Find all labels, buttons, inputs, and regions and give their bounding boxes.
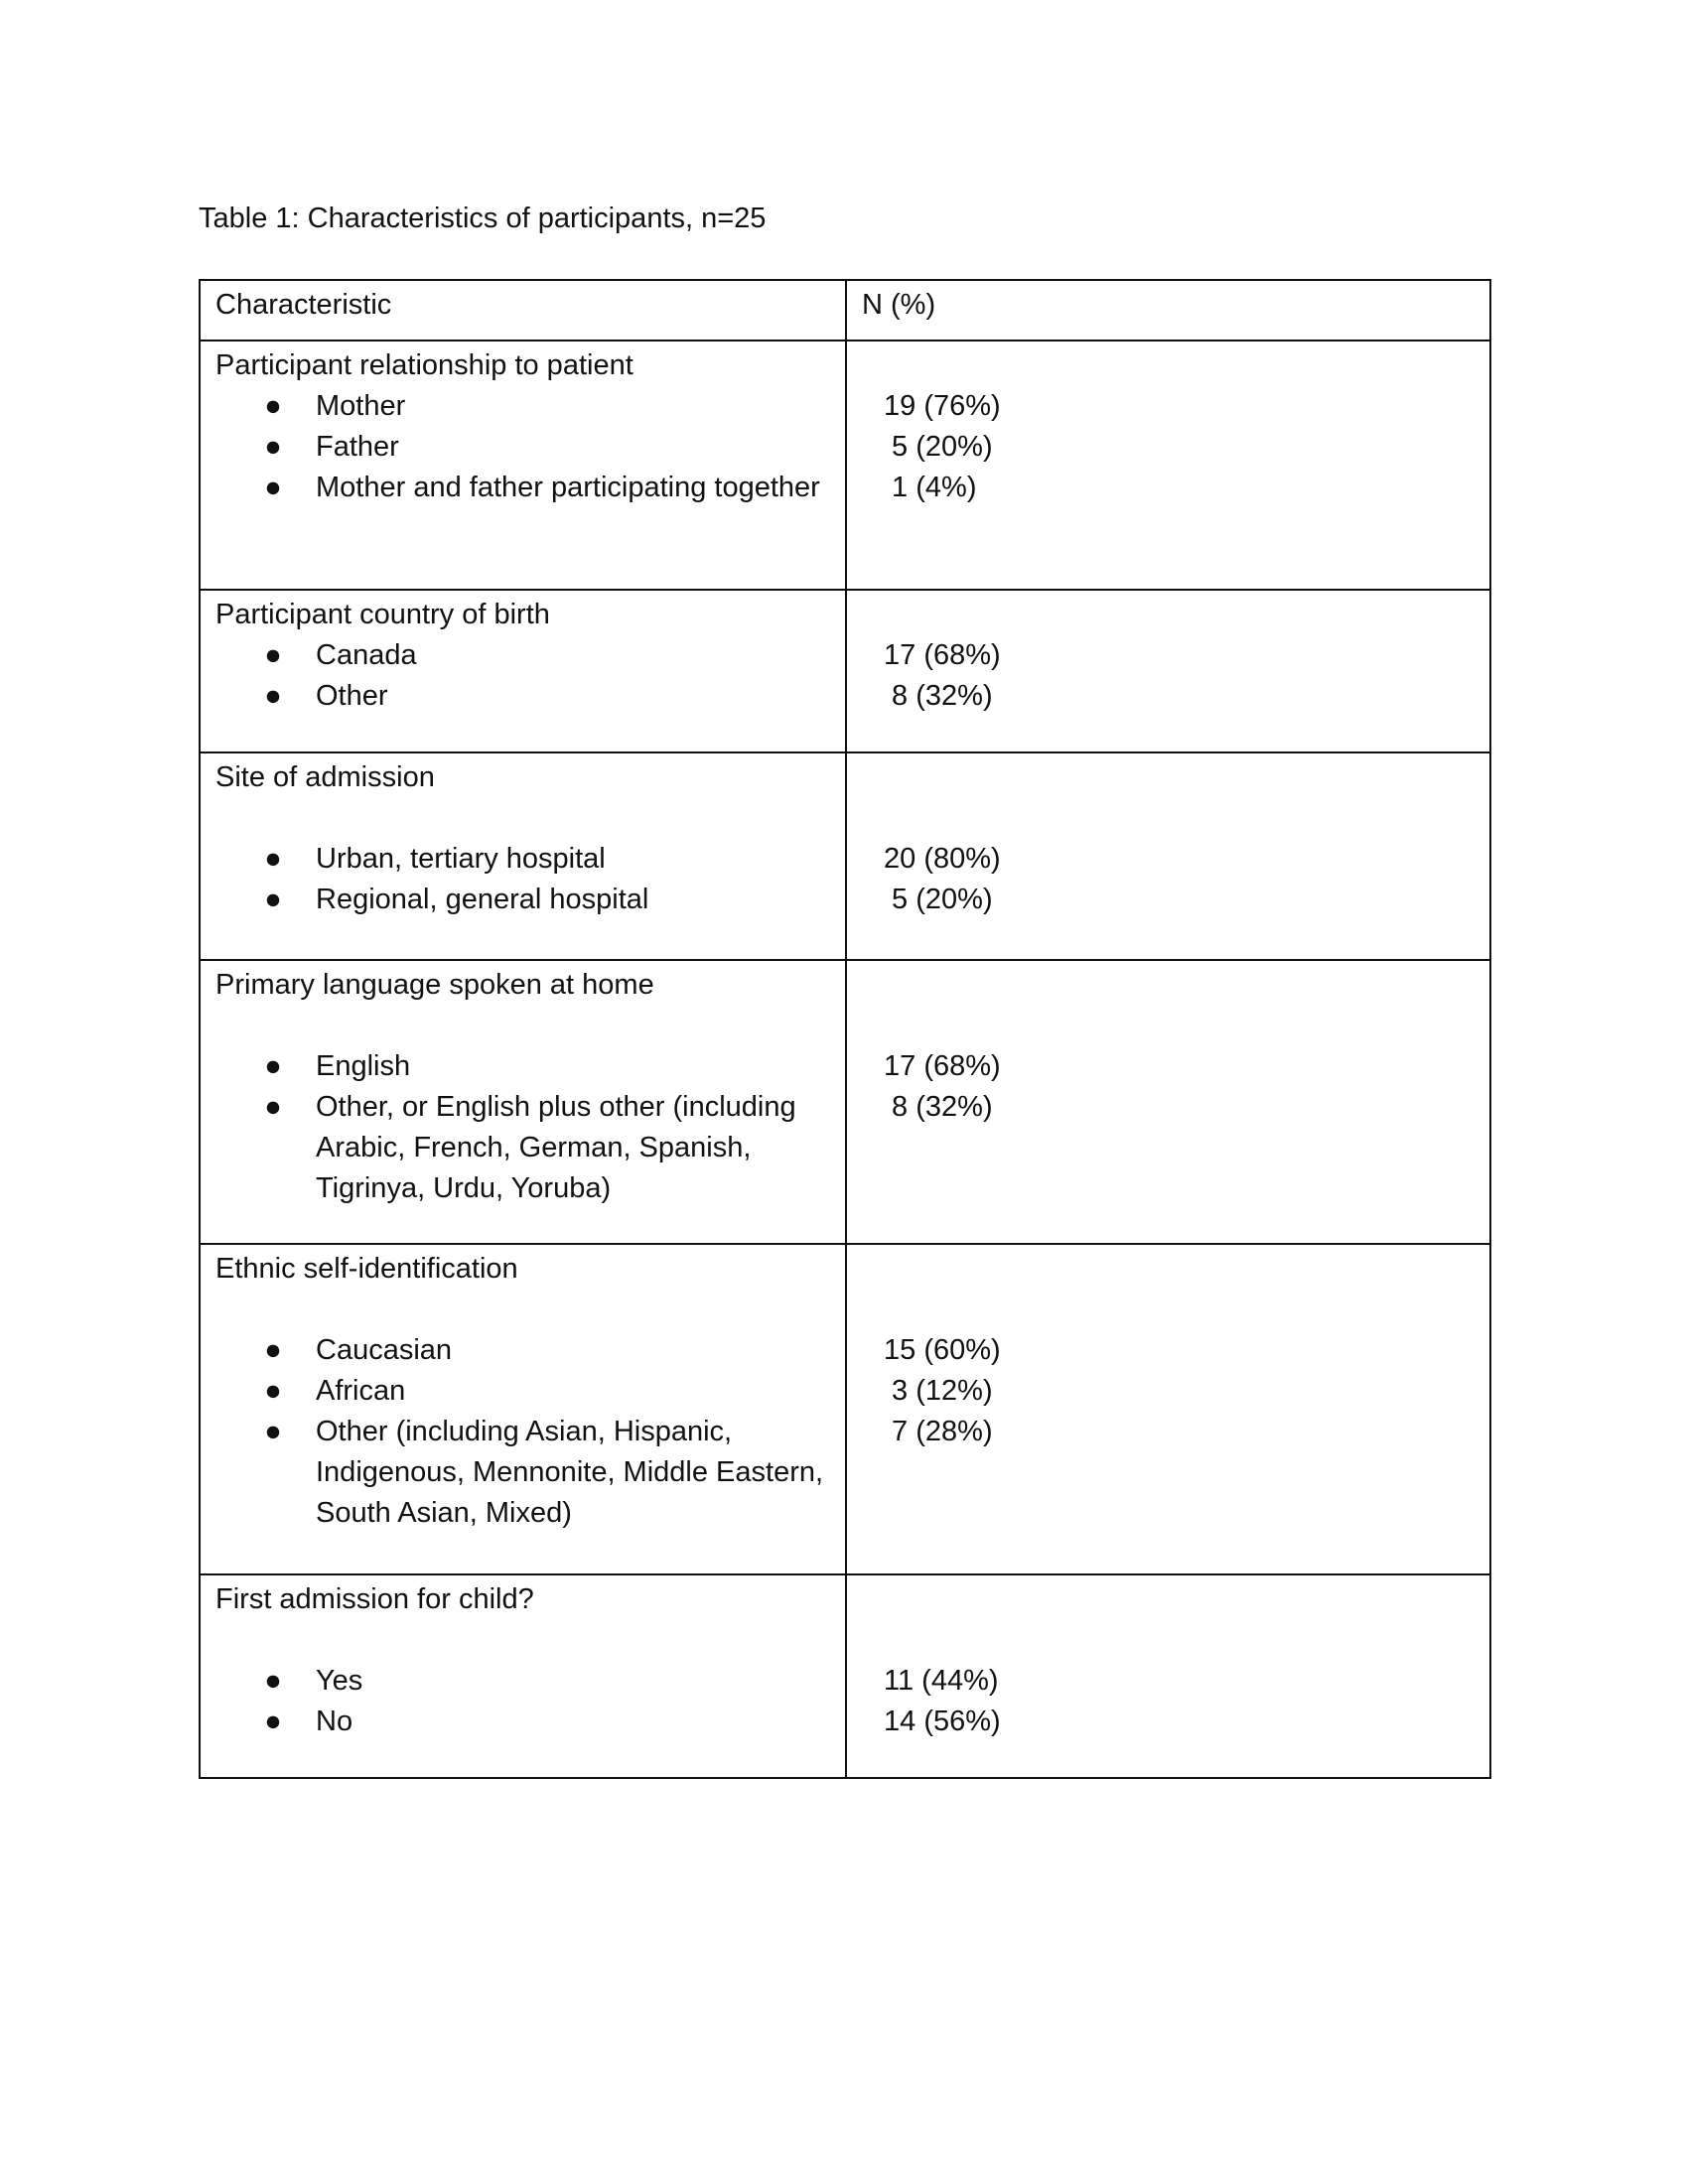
value: 19 (76%) [884,390,1001,422]
characteristic-cell [200,960,846,1244]
bullet-icon: ● [264,1706,282,1737]
bullet-icon: ● [264,1334,282,1366]
list-item: ● Other (including Asian, Hispanic, Indigenous, Mennonite, Middle Eastern, South Asian, Mixed) [215,1412,831,1534]
bullet-icon: ● [264,884,282,915]
bullet-icon: ● [264,1050,282,1082]
group-title: Participant relationship to patient [215,349,633,381]
header-label: Characteristic [215,289,392,321]
table-row [200,1574,1490,1778]
list-item: ● English [215,1046,831,1087]
bullet-icon: ● [264,431,282,463]
value-cell [846,341,1490,590]
value: 14 (56%) [884,1706,1001,1737]
item-list [215,839,831,920]
spacer [862,1579,1476,1620]
bullet-icon: ● [264,1416,282,1447]
value: 1 (4%) [884,472,977,503]
group-title: Participant country of birth [215,599,550,630]
spacer [862,595,1476,635]
bullet-icon: ● [264,1091,282,1123]
spacer [215,1290,831,1330]
bullet-icon: ● [264,390,282,422]
header-cell-n-percent [846,280,1490,341]
list-item: ● Caucasian [215,1330,831,1371]
list-item: ● Other [215,676,831,717]
value-cell [846,960,1490,1244]
value-list [862,1661,1476,1742]
table-caption: Table 1: Characteristics of participants, n=25 [199,203,767,234]
header-cell-characteristic [200,280,846,341]
value: 8 (32%) [884,680,993,712]
value-list [862,386,1476,508]
value-list [862,1046,1476,1128]
value-cell [846,1574,1490,1778]
value-list [862,635,1476,717]
value: 7 (28%) [884,1416,993,1447]
value: 5 (20%) [884,884,993,915]
group-title: Site of admission [215,761,435,793]
spacer [862,965,1476,1006]
list-item: ● Yes [215,1661,831,1702]
spacer [862,757,1476,798]
list-item: ● African [215,1371,831,1412]
bullet-icon: ● [264,472,282,503]
group-title: Ethnic self-identification [215,1253,518,1285]
table-row [200,960,1490,1244]
item-list [215,1330,831,1534]
item-list [215,1661,831,1742]
table-row [200,590,1490,752]
table-row [200,341,1490,590]
list-item: ● Mother [215,386,831,427]
spacer [862,798,1476,839]
bullet-icon: ● [264,639,282,671]
list-item: ● Other, or English plus other (including Arabic, French, German, Spanish, Tigrinya, Urdu, Yoruba) [215,1087,831,1209]
characteristic-cell [200,1574,846,1778]
value: 8 (32%) [884,1091,993,1123]
spacer [862,1620,1476,1661]
spacer [862,1249,1476,1290]
spacer [862,1006,1476,1046]
group-title: Primary language spoken at home [215,969,654,1001]
table-row [200,752,1490,960]
list-item: ● Regional, general hospital [215,880,831,920]
list-item: ● No [215,1702,831,1742]
list-item: ● Urban, tertiary hospital [215,839,831,880]
bullet-icon: ● [264,843,282,875]
header-label: N (%) [862,289,936,321]
value: 20 (80%) [884,843,1001,875]
value-list [862,1330,1476,1452]
value: 11 (44%) [884,1665,999,1697]
characteristic-cell [200,590,846,752]
item-list [215,386,831,508]
bullet-icon: ● [264,1665,282,1697]
value: 5 (20%) [884,431,993,463]
value-cell [846,752,1490,960]
table-header-row [200,280,1490,341]
bullet-icon: ● [264,1375,282,1407]
spacer [862,1290,1476,1330]
spacer [862,345,1476,386]
characteristics-table [199,279,1491,1779]
value-cell [846,1244,1490,1574]
group-title: First admission for child? [215,1583,534,1615]
value-list [862,839,1476,920]
value: 17 (68%) [884,1050,1001,1082]
spacer [215,798,831,839]
spacer [215,1006,831,1046]
characteristic-cell [200,1244,846,1574]
value: 17 (68%) [884,639,1001,671]
characteristic-cell [200,341,846,590]
spacer [215,1620,831,1661]
table-row [200,1244,1490,1574]
list-item: ● Canada [215,635,831,676]
item-list [215,1046,831,1209]
list-item: ● Father [215,427,831,468]
value: 15 (60%) [884,1334,1001,1366]
item-list [215,635,831,717]
bullet-icon: ● [264,680,282,712]
value-cell [846,590,1490,752]
value: 3 (12%) [884,1375,993,1407]
list-item: ● Mother and father participating together [215,468,831,508]
characteristic-cell [200,752,846,960]
